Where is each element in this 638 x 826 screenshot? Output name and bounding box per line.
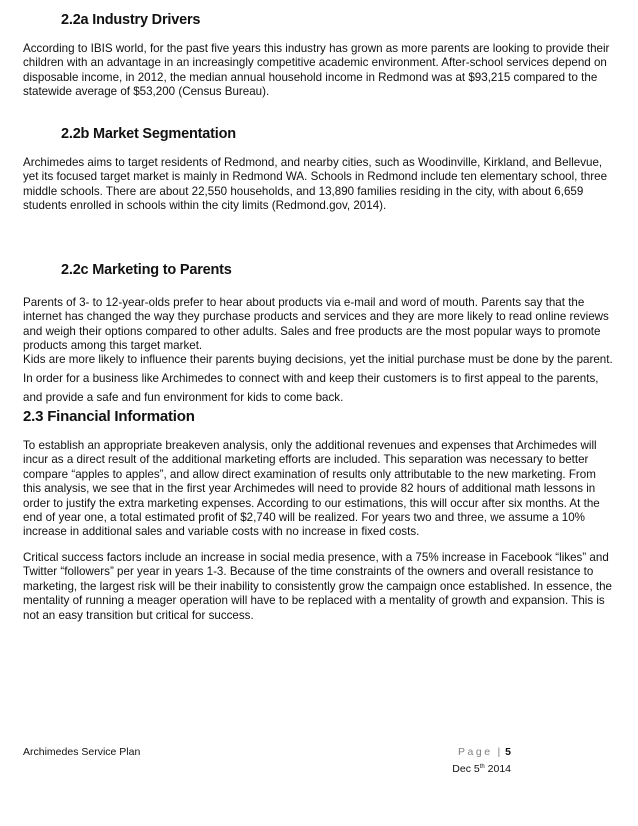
footer-date bbox=[452, 763, 511, 775]
heading-marketing-to-parents: 2.2c Marketing to Parents bbox=[61, 262, 232, 278]
date-ordinal: th bbox=[479, 764, 485, 770]
paragraph-marketing-to-parents-1: Parents of 3- to 12-year-olds prefer to hear about products via e-mail and word of mouth. Parents say that the internet has changed the way they purchase products and services and they are more likely to read online reviews and weigh their options compared to other adults. Sales and free products are the most popular ways to promote products among this target market. bbox=[23, 296, 609, 353]
paragraph-industry-drivers: According to IBIS world, for the past five years this industry has grown as more parents are looking to provide their children with an advantage in an increasingly competitive academic environment. After-school services depend on disposable income, in 2012, the median annual household income in Redmond was at $93,215 compared to the statewide average of $53,200 (Census Bureau). bbox=[23, 42, 610, 99]
heading-market-segmentation: 2.2b Market Segmentation bbox=[61, 126, 236, 142]
paragraph-market-segmentation: Archimedes aims to target residents of Redmond, and nearby cities, such as Woodinville, Kirkland, and Bellevue, yet its focused target market is mainly in Redmond WA. Schools in Redmond include ten elementary school, three middle schools. There are about 22,550 households, and 13,890 families residing in the city, with about 6,659 students enrolled in schools within the city limits (Redmond.gov, 2014). bbox=[23, 156, 608, 213]
footer-page-indicator bbox=[458, 746, 511, 758]
paragraph-marketing-to-parents-2: Kids are more likely to influence their parents buying decisions, yet the initial purchase must be done by the parent. In order for a business like Archimedes to connect with and keep their customers is to first appeal to the parents, and provide a safe and fun environment for kids to come back. bbox=[23, 353, 613, 404]
page-label: Page bbox=[458, 746, 493, 758]
paragraph-financial-information-1: To establish an appropriate breakeven analysis, only the additional revenues and expenses that Archimedes will incur as a direct result of the additional marketing efforts are included. This separation was necessary to better compare “apples to apples”, and allow direct examination of results only attributable to the new marketing. From this analysis, we see that in the first year Archimedes will need to provide 82 hours of additional math lessons in order to justify the extra marketing expenses. According to our estimations, this will occur after six months. At the end of year one, a total estimated profit of $2,740 will be realized. For years two and three, we assume a 10% increase in additional sales and variable costs with no increase in fixed costs. bbox=[23, 439, 600, 539]
date-suffix: 2014 bbox=[484, 763, 511, 775]
page-separator: | bbox=[497, 746, 501, 758]
date-prefix: Dec 5 bbox=[452, 763, 480, 775]
paragraph-financial-information-2: Critical success factors include an increase in social media presence, with a 75% increase in Facebook “likes” and Twitter “followers” per year in years 1-3. Because of the time constraints of the owners and overall resistance to marketing, the largest risk will be their inability to consistently grow the campaign once established. In essence, the mentality of running a meager operation will have to be replaced with a mentality of growth and expansion. This is not an easy transition but critical for success. bbox=[23, 551, 613, 622]
page-number: 5 bbox=[505, 746, 511, 758]
footer-document-title: Archimedes Service Plan bbox=[23, 746, 141, 758]
heading-industry-drivers: 2.2a Industry Drivers bbox=[61, 12, 201, 28]
heading-financial-information: 2.3 Financial Information bbox=[23, 408, 195, 425]
